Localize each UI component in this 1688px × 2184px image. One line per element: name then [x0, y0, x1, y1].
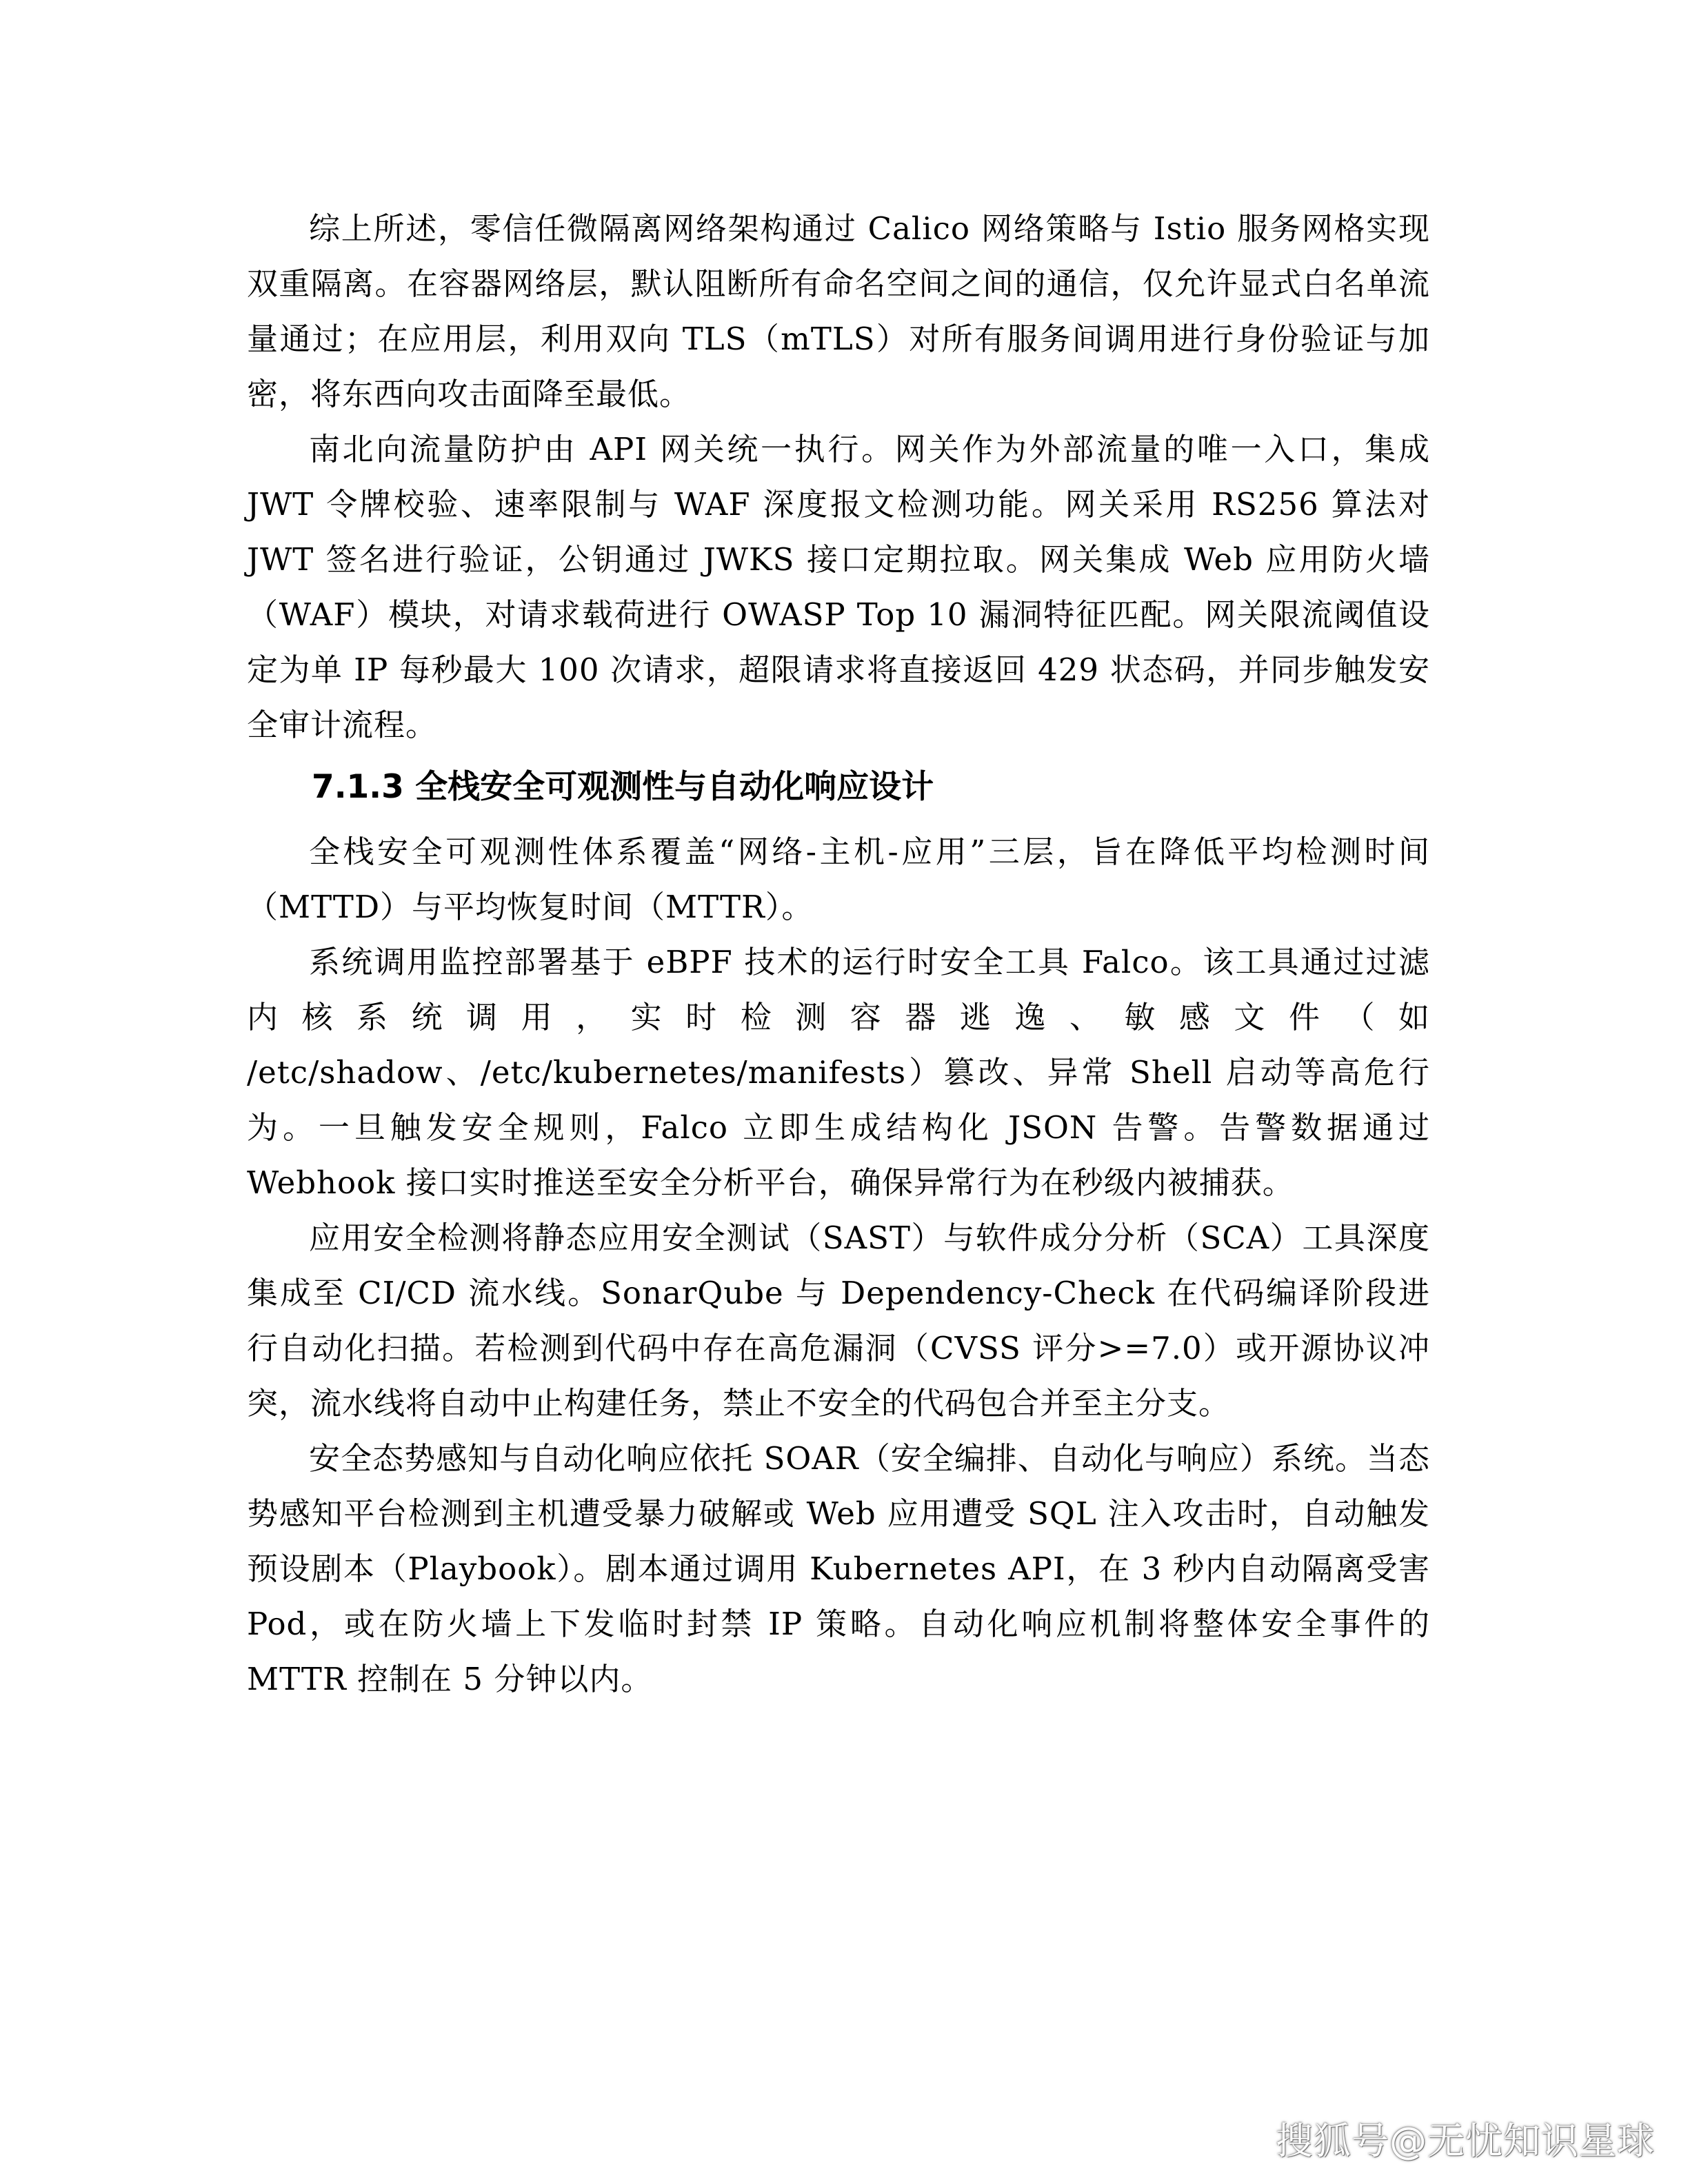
paragraph-api-gateway: 南北向流量防护由 API 网关统一执行。网关作为外部流量的唯一入口，集成 JWT 令牌校验、速率限制与 WAF 深度报文检测功能。网关采用 RS256 算法对 JWT 签名进行验证，公钥通过 JWKS 接口定期拉取。网关集成 Web 应用防火墙（WAF）模块，对请求载荷进行 OWASP Top 10 漏洞特征匹配。网关限流阈值设定为单 IP 每秒最大 100 次请求，超限请求将直接返回 429 状态码，并同步触发安全审计流程。: [247, 431, 1430, 743]
paragraph-microsegmentation-summary: 综上所述，零信任微隔离网络架构通过 Calico 网络策略与 Istio 服务网格实现双重隔离。在容器网络层，默认阻断所有命名空间之间的通信，仅允许显式白名单流量通过；在应用层，利用双向 TLS（mTLS）对所有服务间调用进行身份验证与加密，将东西向攻击面降至最低。: [247, 210, 1430, 412]
paragraph-observability-overview: 全栈安全可观测性体系覆盖“网络-主机-应用”三层，旨在降低平均检测时间（MTTD）与平均恢复时间（MTTR）。: [247, 833, 1430, 925]
paragraph-app-security-testing: 应用安全检测将静态应用安全测试（SAST）与软件成分分析（SCA）工具深度集成至 CI/CD 流水线。SonarQube 与 Dependency-Check 在代码编译阶段进行自动化扫描。若检测到代码中存在高危漏洞（CVSS 评分>=7.0）或开源协议冲突，流水线将自动中止构建任务，禁止不安全的代码包合并至主分支。: [247, 1220, 1430, 1422]
paragraph-falco-monitoring: 系统调用监控部署基于 eBPF 技术的运行时安全工具 Falco。该工具通过过滤内核系统调用，实时检测容器逃逸、敏感文件（如 /etc/shadow、/etc/kubernetes/manifests）篡改、异常 Shell 启动等高危行为。一旦触发安全规则，Falco 立即生成结构化 JSON 告警。告警数据通过 Webhook 接口实时推送至安全分析平台，确保异常行为在秒级内被捕获。: [247, 944, 1430, 1201]
document-body: [247, 201, 1430, 1707]
watermark: 搜狐号@无忧知识星球: [1276, 2119, 1655, 2163]
section-heading: 7.1.3 全栈安全可观测性与自动化响应设计: [312, 768, 934, 806]
paragraph-soar-response: 安全态势感知与自动化响应依托 SOAR（安全编排、自动化与响应）系统。当态势感知平台检测到主机遭受暴力破解或 Web 应用遭受 SQL 注入攻击时，自动触发预设剧本（Playbook）。剧本通过调用 Kubernetes API，在 3 秒内自动隔离受害 Pod，或在防火墙上下发临时封禁 IP 策略。自动化响应机制将整体安全事件的 MTTR 控制在 5 分钟以内。: [247, 1440, 1430, 1697]
